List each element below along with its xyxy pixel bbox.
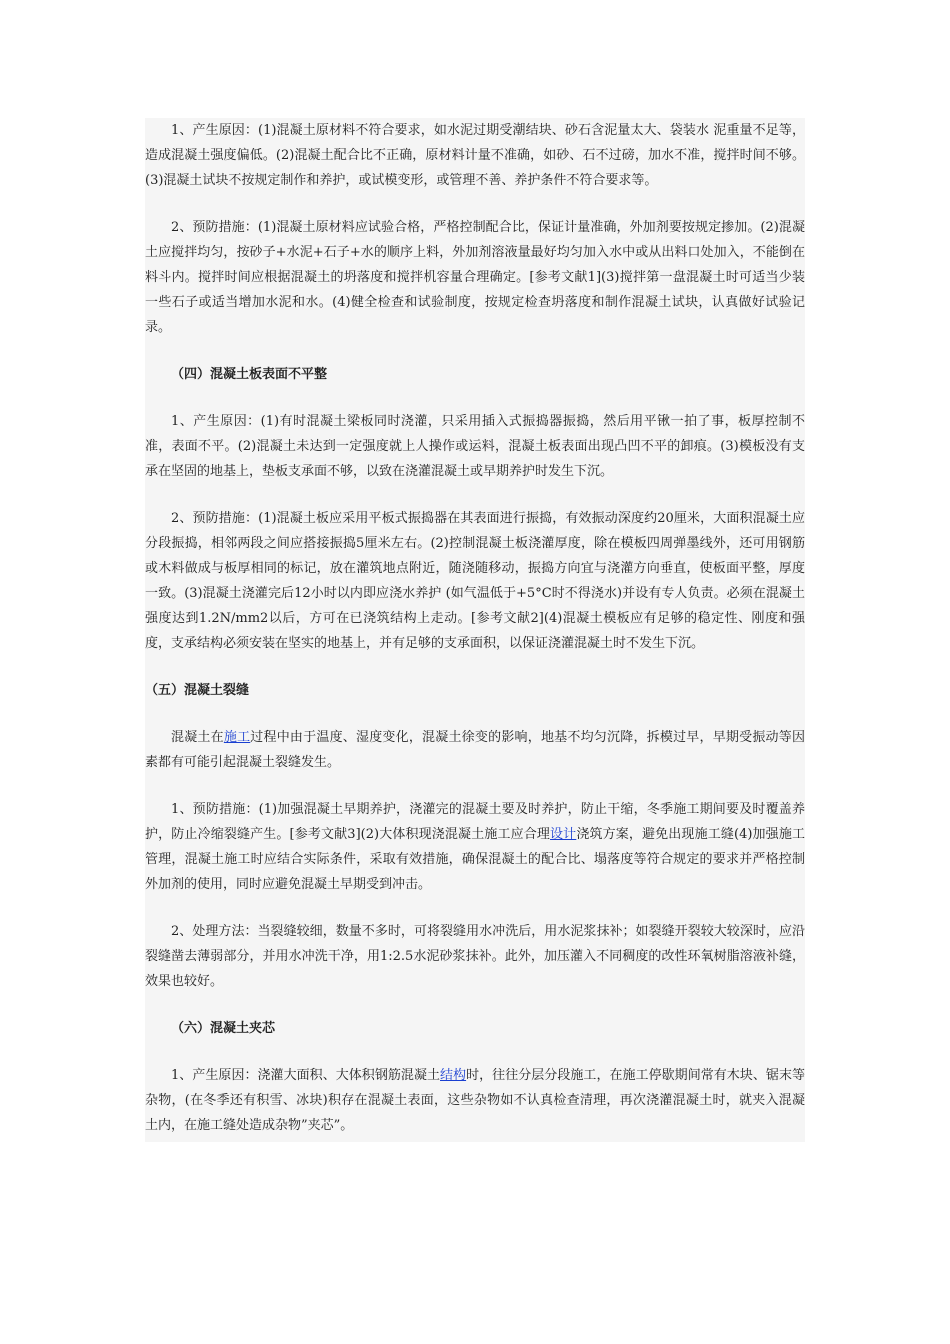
section3-prevention-paragraph: 2、预防措施：(1)混凝土原材料应试验合格，严格控制配合比，保证计量准确，外加剂要按规定掺加。(2)混凝土应搅拌均匀，按砂子+水泥+石子+水的顺序上料，外加剂溶液量最好均匀加入水中或从出料口处加入，不能倒在料斗内。搅拌时间应根据混凝土的坍落度和搅拌机容量合理确定。[参考文献1](3)搅拌第一盘混凝土时可适当少装一些石子或适当增加水泥和水。(4)健全检查和试验制度，按规定检查坍落度和制作混凝土试块，认真做好试验记录。 [145, 220, 805, 335]
section6-cause-text-start: 1、产生原因：浇灌大面积、大体积钢筋混凝土 [171, 1068, 441, 1083]
section5-prevention-text-end: 浇筑方案，避免出现施工缝(4)加强施工管理，混凝土施工时应结合实际条件，采取有效措施，确保混凝土的配合比、塌落度等符合规定的要求并严格控制外加剂的使用，同时应避免混凝土早期受到冲击。 [145, 827, 805, 892]
section5-intro-text-start: 混凝土在 [171, 730, 224, 745]
section5-heading: （五）混凝土裂缝 [145, 683, 250, 698]
section5-intro-paragraph [145, 725, 805, 775]
paragraph-gap [145, 994, 805, 1016]
section6-heading: （六）混凝土夹芯 [171, 1021, 276, 1036]
paragraph-gap [145, 387, 805, 409]
construction-link[interactable]: 施工 [223, 730, 251, 745]
section6-cause-paragraph [145, 1063, 805, 1138]
paragraph-gap [145, 656, 805, 678]
paragraph-gap [145, 703, 805, 725]
section3-cause-paragraph: 1、产生原因：(1)混凝土原材料不符合要求，如水泥过期受潮结块、砂石含泥量太大、袋装水 泥重量不足等，造成混凝土强度偏低。(2)混凝土配合比不正确，原材料计量不准确，如砂、石不过磅，加水不准，搅拌时间不够。(3)混凝土试块不按规定制作和养护，或试模变形，或管理不善、养护条件不符合要求等。 [145, 123, 805, 188]
paragraph-gap [145, 193, 805, 215]
section4-prevention-paragraph: 2、预防措施：(1)混凝土板应采用平板式振捣器在其表面进行振捣，有效振动深度约20厘米，大面积混凝土应分段振捣，相邻两段之间应搭接振捣5厘米左右。(2)控制混凝土板浇灌厚度，除在模板四周弹墨线外，还可用钢筋或木料做成与板厚相同的标记，放在灌筑地点附近，随浇随移动，振捣方向宜与浇灌方向垂直，使板面平整，厚度一致。(3)混凝土浇灌完后12小时以内即应浇水养护 (如气温低于+5°C时不得浇水)并设有专人负责。必须在混凝土强度达到1.2N/mm2以后，方可在已浇筑结构上走动。[参考文献2](4)混凝土模板应有足够的稳定性、刚度和强度，支承结构必须安装在坚实的地基上，并有足够的支承面积，以保证浇灌混凝土时不发生下沉。 [145, 511, 805, 651]
section5-prevention-text-start: 1、预防措施：(1)加强混凝土早期养护，浇灌完的混凝土要及时养护，防止干缩，冬季施工期间要及时覆盖养护，防止冷缩裂缝产生。[参考文献3](2)大体积现浇混凝土施工应合理 [145, 802, 805, 842]
paragraph-gap [145, 897, 805, 919]
paragraph-gap [145, 775, 805, 797]
section5-prevention-paragraph [145, 797, 805, 897]
paragraph-gap [145, 1041, 805, 1063]
section4-heading: （四）混凝土板表面不平整 [171, 367, 328, 382]
section5-intro-text-end: 过程中由于温度、湿度变化，混凝土徐变的影响，地基不均匀沉降，拆模过早，早期受振动等因素都有可能引起混凝土裂缝发生。 [145, 730, 805, 770]
section4-cause-paragraph: 1、产生原因：(1)有时混凝土梁板同时浇灌，只采用插入式振捣器振捣，然后用平锹一拍了事，板厚控制不准，表面不平。(2)混凝土未达到一定强度就上人操作或运料，混凝土板表面出现凸凹不平的卸痕。(3)模板没有支承在坚固的地基上，垫板支承面不够，以致在浇灌混凝土或早期养护时发生下沉。 [145, 414, 805, 479]
document-body [145, 118, 805, 1142]
design-link[interactable]: 设计 [550, 827, 577, 842]
section5-treatment-paragraph: 2、处理方法：当裂缝较细，数量不多时，可将裂缝用水冲洗后，用水泥浆抹补；如裂缝开裂较大较深时，应沿裂缝凿去薄弱部分，并用水冲洗干净，用1:2.5水泥砂浆抹补。此外，加压灌入不同稠度的改性环氧树脂溶液补缝，效果也较好。 [145, 924, 805, 989]
paragraph-gap [145, 340, 805, 362]
structure-link[interactable]: 结构 [440, 1068, 467, 1083]
section6-cause-text-end: 时，往往分层分段施工，在施工停歇期间常有木块、锯末等杂物，(在冬季还有积雪、冰块)积存在混凝土表面，这些杂物如不认真检查清理，再次浇灌混凝土时，就夹入混凝土内，在施工缝处造成杂物”夹芯”。 [145, 1068, 805, 1133]
paragraph-gap [145, 484, 805, 506]
